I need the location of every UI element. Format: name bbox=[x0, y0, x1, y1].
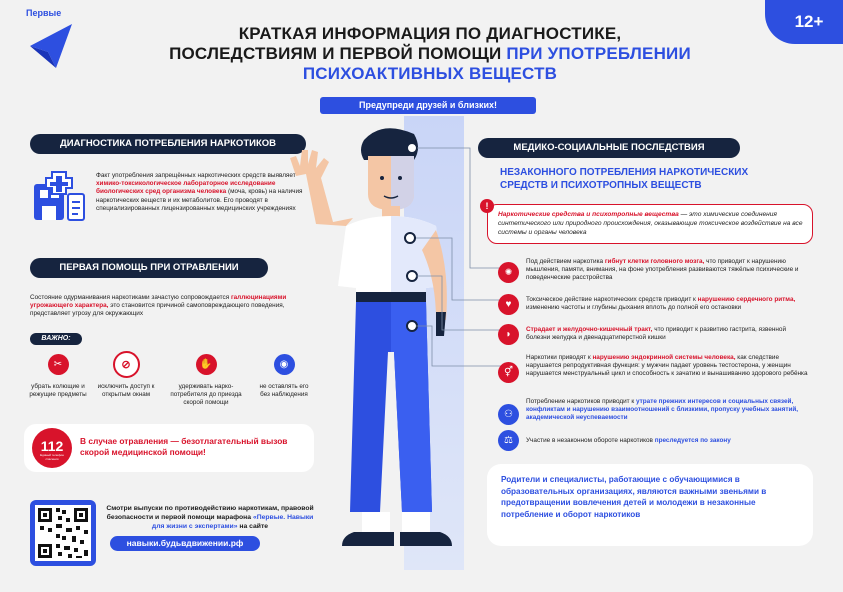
logo bbox=[26, 8, 76, 70]
eye-icon: ◉ bbox=[274, 354, 295, 375]
definition-text: Наркотические средства и психотропные вещества — это химические соединения синтетического или природного происхождения, оказывающие токсическое воздействие на все системы и органы человека bbox=[498, 211, 803, 236]
important-label: ВАЖНО: bbox=[30, 333, 82, 345]
qr-text: Смотри выпуски по противодействию наркотикам, правовой безопасности и первой помощи марафона «Первые. Навыки для жизни с экспертами» на сайте bbox=[106, 505, 314, 530]
first-aid-heading: ПЕРВАЯ ПОМОЩЬ ПРИ ОТРАВЛЕНИИ bbox=[30, 258, 268, 278]
tip-item: ⊘ исключить доступ к открытым окнам bbox=[94, 354, 158, 399]
site-link[interactable]: навыки.будьвдвижении.рф bbox=[110, 536, 260, 551]
medical-building-icon bbox=[30, 170, 88, 224]
conclusion-text: Родители и специалисты, работающие с обучающимися в образовательных организациях, являются важными звеньями в предотвращении вовлечения детей и молодежи в незаконные потребление и оборот наркотиков bbox=[501, 475, 767, 519]
hold-person-icon: ✋ bbox=[196, 354, 217, 375]
medical-social-subheading: НЕЗАКОННОГО ПОТРЕБЛЕНИЯ НАРКОТИЧЕСКИХ СРЕДСТВ И ПСИХОТРОПНЫХ ВЕЩЕСТВ bbox=[500, 167, 749, 191]
diagnostics-heading: ДИАГНОСТИКА ПОТРЕБЛЕНИЯ НАРКОТИКОВ bbox=[30, 134, 306, 154]
emergency-block bbox=[24, 424, 314, 472]
emergency-caption: Единый телефон спасения bbox=[40, 453, 64, 461]
medical-social-heading: МЕДИКО-СОЦИАЛЬНЫЕ ПОСЛЕДСТВИЯ bbox=[478, 138, 740, 158]
warning-icon: ! bbox=[480, 199, 494, 213]
age-badge: 12+ bbox=[765, 0, 843, 44]
people-icon: ⚇ bbox=[498, 404, 519, 425]
first-aid-text: Состояние одурманивания наркотиками зачастую сопровождается галлюцинациями угрожающего характера, это становится причиной самоповреждающего поведения, представляет угрозу для окружающих bbox=[30, 294, 287, 318]
logo-text: Первые bbox=[26, 8, 62, 18]
diagnostics-text: Факт употребления запрещённых наркотических средств выявляет химико-токсикологическое лабораторное исследование биологических сред организма человека (моча, кровь) на наличия наркотических веществ и их метаболитов. Его проводят в специализированных лицензированных медицинских учреждениях bbox=[96, 172, 303, 212]
knife-icon: ✂ bbox=[48, 354, 69, 375]
emergency-phone-icon bbox=[32, 428, 72, 468]
emergency-text: В случае отравления — безотлагательный вызов скорой медицинской помощи! bbox=[80, 436, 288, 457]
page-title bbox=[120, 24, 740, 84]
qr-code-icon[interactable] bbox=[30, 500, 96, 566]
tip-item: ✋ удерживать нарко-потребителя до приезда скорой помощи bbox=[168, 354, 244, 407]
definition-box bbox=[485, 201, 813, 244]
title-line-1: КРАТКАЯ ИНФОРМАЦИЯ ПО ДИАГНОСТИКЕ, bbox=[238, 24, 622, 43]
conclusion-box bbox=[487, 464, 813, 546]
window-icon: ⊘ bbox=[113, 351, 140, 378]
tip-item: ✂ убрать колющие и режущие предметы bbox=[26, 354, 90, 399]
title-line-2: ПОСЛЕДСТВИЯМ И ПЕРВОЙ ПОМОЩИ ПРИ УПОТРЕБЛЕНИИ bbox=[169, 44, 691, 63]
subtitle-banner: Предупреди друзей и близких! bbox=[320, 97, 536, 114]
logo-mark-icon bbox=[28, 22, 74, 70]
stomach-icon: ◗ bbox=[498, 324, 519, 345]
heart-icon: ♥ bbox=[498, 294, 519, 315]
law-icon: ⚖ bbox=[498, 430, 519, 451]
endocrine-icon: ⚥ bbox=[498, 362, 519, 383]
tip-item: ◉ не оставлять его без наблюдения bbox=[254, 354, 314, 399]
emergency-number: 112 bbox=[40, 438, 64, 454]
title-line-3: ПСИХОАКТИВНЫХ ВЕЩЕСТВ bbox=[302, 64, 558, 83]
brain-icon: ✺ bbox=[498, 262, 519, 283]
